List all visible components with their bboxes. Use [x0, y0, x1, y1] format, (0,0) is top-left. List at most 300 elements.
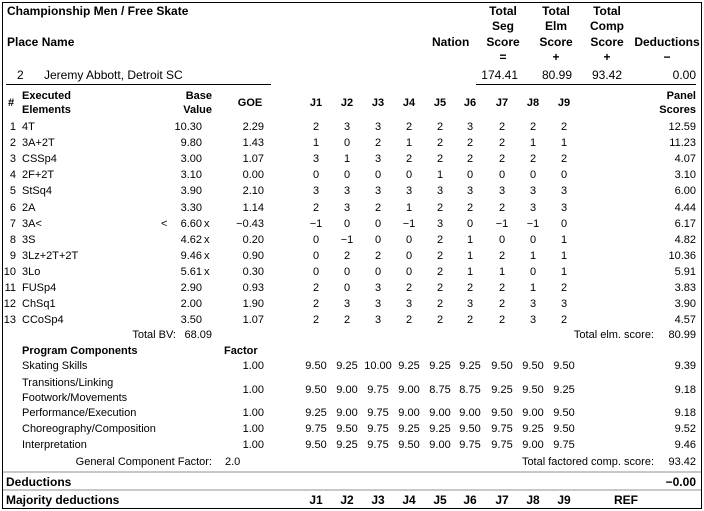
majority-judge-3: J3 — [371, 493, 385, 507]
element-judge-score: 0 — [529, 233, 537, 246]
component-judge-score: 9.75 — [459, 439, 481, 451]
component-judge-score: 9.75 — [367, 423, 389, 435]
component-panel-score: 9.18 — [674, 407, 696, 419]
element-judge-score: 2 — [436, 153, 444, 166]
element-judge-score: 3 — [312, 185, 320, 198]
element-judge-score: 0 — [312, 169, 320, 182]
element-bonus-marker: x — [204, 233, 210, 246]
element-judge-score: −1 — [526, 217, 540, 230]
element-judge-score: 2 — [436, 201, 444, 214]
element-judge-score: −1 — [340, 233, 354, 246]
element-bonus-marker: x — [204, 249, 210, 262]
element-judge-score: 0 — [343, 137, 351, 150]
element-code: 3Lo — [22, 265, 41, 278]
judge-header-9: J9 — [557, 97, 571, 109]
component-judge-score: 9.50 — [398, 439, 420, 451]
element-judge-score: 1 — [466, 249, 474, 262]
element-judge-score: 0 — [405, 169, 413, 182]
element-panel-score: 4.07 — [674, 153, 696, 166]
element-judge-score: 1 — [436, 169, 444, 182]
element-judge-score: 2 — [436, 249, 444, 262]
element-judge-score: 2 — [436, 121, 444, 133]
element-number-header: # — [8, 97, 15, 109]
component-judge-score: 9.25 — [398, 423, 420, 435]
element-judge-score: 0 — [374, 265, 382, 278]
executed-header-line1: Executed — [22, 90, 71, 102]
component-judge-score: 9.50 — [459, 423, 481, 435]
element-goe: 0.93 — [242, 282, 264, 294]
element-judge-score: 2 — [498, 201, 506, 214]
element-info-flag: < — [161, 217, 168, 230]
element-judge-score: 1 — [560, 137, 568, 150]
element-judge-score: 3 — [560, 185, 568, 198]
element-judge-score: 2 — [529, 153, 537, 166]
element-judge-score: 0 — [529, 169, 537, 182]
component-panel-score: 9.39 — [674, 360, 696, 372]
total-bv-value: 68.09 — [184, 329, 212, 341]
element-judge-score: 3 — [374, 314, 382, 327]
element-judge-score: 2 — [529, 121, 537, 133]
element-panel-score: 6.00 — [674, 185, 696, 198]
component-name: Choreography/Composition — [22, 423, 156, 435]
component-judge-score: 9.50 — [553, 360, 575, 372]
element-judge-score: 3 — [374, 121, 382, 133]
element-judge-score: 0 — [343, 265, 351, 278]
executed-header-line2: Elements — [22, 104, 71, 116]
element-judge-score: 2 — [466, 153, 474, 166]
element-judge-score: 0 — [498, 233, 506, 246]
element-goe: 1.14 — [242, 201, 264, 214]
component-judge-score: 9.75 — [367, 384, 389, 396]
element-judge-score: 3 — [405, 298, 413, 311]
element-judge-score: 1 — [466, 265, 474, 278]
element-judge-score: 1 — [466, 233, 474, 246]
element-judge-score: 0 — [374, 233, 382, 246]
judge-header-3: J3 — [371, 97, 385, 109]
element-panel-score: 12.59 — [668, 121, 696, 133]
element-judge-score: 2 — [312, 314, 320, 327]
element-judge-score: 2 — [498, 314, 506, 327]
element-code: 3A< — [22, 217, 42, 230]
component-judge-score: 9.00 — [459, 407, 481, 419]
element-judge-score: 0 — [405, 233, 413, 246]
element-judge-score: 2 — [436, 137, 444, 150]
element-goe: 2.29 — [242, 121, 264, 133]
component-judge-score: 9.75 — [305, 423, 327, 435]
component-judge-score: 9.50 — [491, 407, 513, 419]
element-judge-score: 0 — [405, 249, 413, 262]
component-judge-score: 9.50 — [305, 439, 327, 451]
component-panel-score: 9.46 — [674, 439, 696, 451]
element-judge-score: 2 — [498, 137, 506, 150]
element-judge-score: 1 — [560, 265, 568, 278]
event-title: Championship Men / Free Skate — [7, 4, 189, 18]
element-panel-score: 3.83 — [674, 282, 696, 294]
majority-judge-9: J9 — [557, 493, 571, 507]
element-panel-score: 10.36 — [668, 249, 696, 262]
element-judge-score: 1 — [529, 137, 537, 150]
element-judge-score: −1 — [402, 217, 416, 230]
component-judge-score: 9.50 — [553, 407, 575, 419]
element-judge-score: 3 — [343, 201, 351, 214]
judge-header-2: J2 — [340, 97, 354, 109]
component-judge-score: 9.00 — [336, 384, 358, 396]
component-panel-score: 9.18 — [674, 384, 696, 396]
element-judge-score: 2 — [560, 121, 568, 133]
program-components-header: Program Components — [22, 345, 138, 357]
element-number: 10 — [3, 265, 16, 278]
element-code: 4T — [22, 121, 35, 133]
element-number: 13 — [3, 314, 16, 327]
deductions-separator-top — [3, 471, 701, 473]
element-judge-score: 2 — [343, 249, 351, 262]
element-judge-score: 2 — [498, 298, 506, 311]
element-judge-score: 3 — [529, 185, 537, 198]
component-factor: 1.00 — [242, 407, 264, 419]
element-judge-score: 0 — [529, 265, 537, 278]
element-judge-score: 3 — [529, 298, 537, 311]
element-judge-score: 2 — [560, 282, 568, 294]
element-number: 8 — [9, 233, 16, 246]
component-judge-score: 9.75 — [491, 439, 513, 451]
component-factor: 1.00 — [242, 439, 264, 451]
element-judge-score: 0 — [405, 265, 413, 278]
element-judge-score: −1 — [309, 217, 323, 230]
element-judge-score: 3 — [405, 185, 413, 198]
element-number: 2 — [9, 137, 16, 150]
component-judge-score: 9.75 — [553, 439, 575, 451]
element-panel-score: 4.57 — [674, 314, 696, 327]
element-judge-score: 1 — [405, 137, 413, 150]
skater-total-elm: 80.99 — [541, 68, 572, 82]
element-number: 6 — [9, 201, 16, 214]
element-judge-score: 2 — [466, 137, 474, 150]
element-number: 1 — [9, 121, 16, 133]
element-judge-score: 2 — [343, 314, 351, 327]
element-judge-score: 2 — [466, 314, 474, 327]
component-factor: 1.00 — [242, 384, 264, 396]
element-number: 9 — [9, 249, 16, 262]
element-judge-score: 3 — [343, 185, 351, 198]
element-judge-score: 1 — [529, 282, 537, 294]
skater-name: Jeremy Abbott, Detroit SC — [44, 68, 183, 82]
element-judge-score: 3 — [498, 185, 506, 198]
component-judge-score: 9.25 — [336, 439, 358, 451]
component-judge-score: 9.75 — [491, 423, 513, 435]
element-goe: 0.00 — [242, 169, 264, 182]
element-judge-score: 1 — [529, 249, 537, 262]
element-judge-score: 0 — [343, 217, 351, 230]
element-number: 11 — [4, 282, 16, 294]
element-panel-score: 4.44 — [674, 201, 696, 214]
majority-judge-1: J1 — [309, 493, 323, 507]
element-judge-score: 2 — [498, 249, 506, 262]
component-name: Performance/Execution — [22, 407, 137, 419]
base-header-line1: Base — [185, 90, 212, 102]
element-judge-score: 3 — [436, 217, 444, 230]
goe-header: GOE — [237, 97, 263, 109]
element-judge-score: 2 — [312, 201, 320, 214]
element-goe: 2.10 — [242, 185, 264, 198]
element-judge-score: 2 — [560, 153, 568, 166]
element-judge-score: 3 — [529, 314, 537, 327]
element-base-value: 2.90 — [180, 282, 202, 294]
element-judge-score: 0 — [312, 265, 320, 278]
element-judge-score: 0 — [466, 169, 474, 182]
element-judge-score: 3 — [374, 282, 382, 294]
element-judge-score: 2 — [312, 282, 320, 294]
skater-underline — [6, 84, 271, 85]
element-number: 12 — [3, 298, 16, 311]
element-judge-score: 2 — [374, 249, 382, 262]
element-judge-score: 2 — [405, 121, 413, 133]
element-judge-score: 3 — [436, 185, 444, 198]
element-judge-score: 2 — [436, 314, 444, 327]
component-judge-score: 9.50 — [305, 384, 327, 396]
element-judge-score: 2 — [312, 121, 320, 133]
component-judge-score: 9.50 — [305, 360, 327, 372]
component-judge-score: 9.75 — [367, 407, 389, 419]
element-judge-score: 2 — [374, 201, 382, 214]
element-code: CCoSp4 — [22, 314, 64, 327]
element-judge-score: 2 — [436, 282, 444, 294]
component-judge-score: 9.00 — [429, 439, 451, 451]
component-judge-score: 9.75 — [367, 439, 389, 451]
element-judge-score: 3 — [374, 153, 382, 166]
element-base-value: 5.61 — [180, 265, 202, 278]
total-elm-label: Total elm. score: — [573, 329, 654, 341]
component-name: Interpretation — [22, 439, 87, 451]
component-judge-score: 8.75 — [459, 384, 481, 396]
element-judge-score: 2 — [405, 282, 413, 294]
deductions-separator-bottom — [3, 489, 701, 491]
gcf-value: 2.0 — [225, 456, 241, 468]
factor-header: Factor — [224, 345, 258, 357]
element-panel-score: 11.23 — [669, 137, 696, 150]
element-judge-score: 0 — [343, 282, 351, 294]
element-judge-score: 1 — [405, 201, 413, 214]
element-judge-score: 0 — [312, 249, 320, 262]
element-judge-score: 1 — [343, 153, 351, 166]
majority-deductions-label: Majority deductions — [6, 493, 120, 507]
element-judge-score: 1 — [312, 137, 320, 150]
element-judge-score: 3 — [466, 185, 474, 198]
element-judge-score: 3 — [560, 201, 568, 214]
element-judge-score: 2 — [405, 314, 413, 327]
element-judge-score: 3 — [343, 121, 351, 133]
element-judge-score: 1 — [560, 249, 568, 262]
element-judge-score: 3 — [374, 298, 382, 311]
element-goe: 1.90 — [242, 298, 264, 311]
element-code: FUSp4 — [22, 282, 57, 294]
element-base-value: 3.00 — [180, 153, 202, 166]
element-code: 3S — [22, 233, 36, 246]
element-judge-score: 3 — [312, 153, 320, 166]
element-code: 2A — [22, 201, 36, 214]
element-code: 3A+2T — [22, 137, 55, 150]
panel-header-line1: Panel — [666, 90, 696, 102]
skater-deductions: 0.00 — [672, 68, 696, 82]
nation-header: Nation — [432, 35, 470, 49]
component-judge-score: 9.25 — [553, 384, 575, 396]
element-code: 3Lz+2T+2T — [22, 249, 79, 262]
element-judge-score: 0 — [374, 169, 382, 182]
element-base-value: 6.60 — [180, 217, 202, 230]
majority-judge-2: J2 — [340, 493, 354, 507]
component-judge-score: 9.50 — [336, 423, 358, 435]
component-judge-score: 9.25 — [398, 360, 420, 372]
element-goe: 1.43 — [242, 137, 264, 150]
component-judge-score: 9.00 — [429, 407, 451, 419]
component-judge-score: 9.25 — [429, 360, 451, 372]
element-judge-score: 2 — [436, 298, 444, 311]
element-judge-score: 2 — [560, 314, 568, 327]
element-base-value: 3.50 — [180, 314, 202, 327]
element-base-value: 9.80 — [180, 137, 202, 150]
element-judge-score: 2 — [466, 282, 474, 294]
majority-judge-5: J5 — [433, 493, 447, 507]
component-judge-score: 9.25 — [336, 360, 358, 372]
component-judge-score: 9.00 — [336, 407, 358, 419]
element-judge-score: 1 — [560, 233, 568, 246]
component-judge-score: 9.50 — [522, 360, 544, 372]
element-code: ChSq1 — [22, 298, 56, 311]
element-base-value: 3.10 — [180, 169, 202, 182]
majority-judge-6: J6 — [463, 493, 477, 507]
element-base-value: 9.46 — [180, 249, 202, 262]
component-name: Skating Skills — [22, 360, 88, 372]
deductions-value: −0.00 — [665, 475, 696, 489]
element-judge-score: 1 — [498, 265, 506, 278]
component-judge-score: 9.50 — [553, 423, 575, 435]
ref-label: REF — [614, 493, 638, 507]
element-judge-score: 0 — [466, 217, 474, 230]
element-judge-score: 3 — [529, 201, 537, 214]
gcf-label: General Component Factor: — [75, 456, 212, 468]
component-judge-score: 9.50 — [491, 360, 513, 372]
element-number: 3 — [9, 153, 16, 166]
element-panel-score: 4.82 — [674, 233, 696, 246]
element-panel-score: 5.91 — [674, 265, 696, 278]
element-goe: 1.07 — [242, 314, 264, 327]
element-number: 7 — [9, 217, 16, 230]
component-panel-score: 9.52 — [674, 423, 696, 435]
component-judge-score: 9.25 — [429, 423, 451, 435]
element-judge-score: 3 — [466, 298, 474, 311]
element-base-value: 2.00 — [180, 298, 202, 311]
judge-header-7: J7 — [495, 97, 509, 109]
majority-judge-4: J4 — [402, 493, 416, 507]
component-judge-score: 8.75 — [429, 384, 451, 396]
component-factor: 1.00 — [242, 423, 264, 435]
judge-header-5: J5 — [433, 97, 447, 109]
element-base-value: 4.62 — [180, 233, 202, 246]
element-judge-score: 2 — [498, 153, 506, 166]
element-base-value: 3.30 — [180, 201, 202, 214]
element-code: CSSp4 — [22, 153, 57, 166]
element-judge-score: 3 — [343, 298, 351, 311]
element-judge-score: 2 — [405, 153, 413, 166]
component-judge-score: 9.25 — [305, 407, 327, 419]
judge-header-8: J8 — [526, 97, 540, 109]
component-judge-score: 9.25 — [491, 384, 513, 396]
component-judge-score: 9.00 — [398, 384, 420, 396]
element-judge-score: −1 — [495, 217, 509, 230]
total-comp-value: 93.42 — [668, 456, 696, 468]
element-goe: 0.90 — [242, 249, 264, 262]
total-comp-label: Total factored comp. score: — [521, 456, 654, 468]
element-judge-score: 0 — [312, 233, 320, 246]
element-judge-score: 2 — [498, 121, 506, 133]
element-code: 2F+2T — [22, 169, 55, 182]
component-name: Transitions/Linking — [22, 377, 114, 389]
element-judge-score: 2 — [436, 233, 444, 246]
skater-place: 2 — [17, 68, 24, 82]
element-judge-score: 2 — [312, 298, 320, 311]
component-factor: 1.00 — [242, 360, 264, 372]
element-judge-score: 3 — [560, 298, 568, 311]
judge-header-4: J4 — [402, 97, 416, 109]
total-bv-label: Total BV: — [132, 329, 176, 341]
skater-total-seg: 174.41 — [481, 68, 518, 82]
element-judge-score: 3 — [374, 185, 382, 198]
component-judge-score: 9.00 — [522, 407, 544, 419]
element-judge-score: 2 — [374, 137, 382, 150]
element-bonus-marker: x — [204, 265, 210, 278]
component-name: Footwork/Movements — [22, 392, 128, 404]
element-judge-score: 3 — [466, 121, 474, 133]
component-judge-score: 9.50 — [522, 384, 544, 396]
element-goe: 1.07 — [242, 153, 264, 166]
judge-header-6: J6 — [463, 97, 477, 109]
element-panel-score: 3.90 — [674, 298, 696, 311]
element-judge-score: 0 — [498, 169, 506, 182]
element-judge-score: 2 — [498, 282, 506, 294]
component-judge-score: 9.00 — [522, 439, 544, 451]
majority-judge-7: J7 — [495, 493, 509, 507]
element-judge-score: 0 — [374, 217, 382, 230]
element-number: 4 — [9, 169, 16, 182]
total-elm-value: 80.99 — [668, 329, 696, 341]
element-bonus-marker: x — [204, 217, 210, 230]
component-judge-score: 9.00 — [398, 407, 420, 419]
base-header-line2: Value — [183, 104, 212, 116]
element-base-value: 3.90 — [180, 185, 202, 198]
element-panel-score: 6.17 — [674, 217, 696, 230]
panel-header-line2: Scores — [659, 104, 696, 116]
element-goe: −0.43 — [236, 217, 264, 230]
element-judge-score: 2 — [466, 201, 474, 214]
element-judge-score: 0 — [560, 169, 568, 182]
place-name-header: Place Name — [7, 35, 75, 49]
element-judge-score: 2 — [436, 265, 444, 278]
component-judge-score: 10.00 — [364, 360, 392, 372]
element-panel-score: 3.10 — [674, 169, 696, 182]
deductions-label: Deductions — [6, 475, 72, 489]
element-goe: 0.20 — [242, 233, 264, 246]
component-judge-score: 9.25 — [522, 423, 544, 435]
majority-judge-8: J8 — [526, 493, 540, 507]
element-number: 5 — [9, 185, 16, 198]
element-goe: 0.30 — [242, 265, 264, 278]
element-judge-score: 0 — [343, 169, 351, 182]
component-judge-score: 9.25 — [459, 360, 481, 372]
element-code: StSq4 — [22, 185, 52, 198]
judge-header-1: J1 — [309, 97, 323, 109]
skater-total-comp: 93.42 — [591, 68, 622, 82]
element-judge-score: 0 — [560, 217, 568, 230]
scores-underline — [476, 84, 696, 85]
